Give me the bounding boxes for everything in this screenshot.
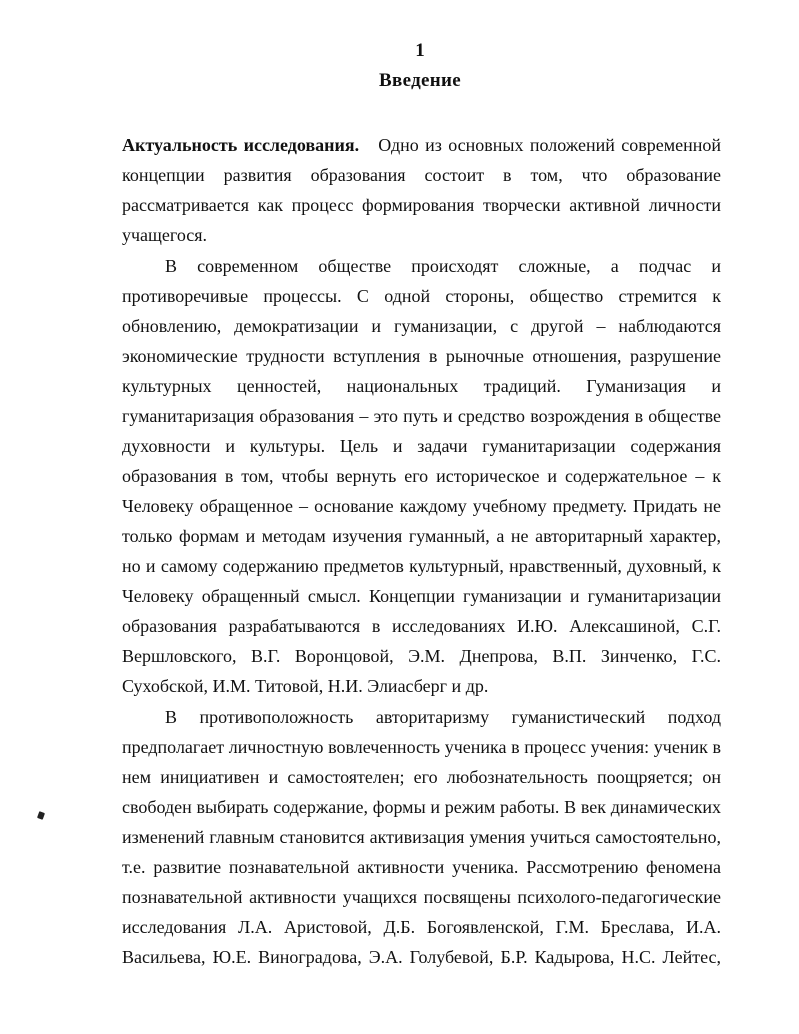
text-line: Человеку обращенное – основание каждому учебному предмету. Придать не [122,496,721,516]
text-line: обновлению, демократизации и гуманизации, с другой – наблюдаются [122,316,721,336]
text-line [122,130,721,160]
text-line: изменений главным становится активизация умения учиться самостоятельно, [122,827,721,847]
text-line: только формам и методам изучения гуманный, а не авторитарный характер, [122,526,721,546]
text-line: образования в том, чтобы вернуть его историческое и содержательное – к [122,466,721,486]
text-line: В современном обществе происходят сложные, а подчас и [165,256,721,276]
text-line: Васильева, Ю.Е. Виноградова, Э.А. Голубевой, Б.Р. Кадырова, Н.С. Лейтес, [122,947,721,967]
text-line: Вершловского, В.Г. Воронцовой, Э.М. Днепрова, В.П. Зинченко, Г.С. [122,646,721,666]
text-line: Сухобской, И.М. Титовой, Н.И. Элиасберг и др. [122,676,489,696]
text-line: гуманитаризация образования – это путь и средство возрождения в обществе [122,406,721,426]
text-line: концепции развития образования состоит в том, что образование [122,165,721,185]
text-line: нем инициативен и самостоятелен; его любознательность поощряется; он [122,767,721,787]
text-line: образования разрабатываются в исследованиях И.Ю. Алексашиной, С.Г. [122,616,721,636]
text-line: предполагает личностную вовлеченность ученика в процесс учения: ученик в [122,737,721,757]
text-fragment: Одно из основных положений современной [378,135,721,155]
margin-mark [37,811,45,820]
text-line: т.е. развитие познавательной активности ученика. Рассмотрению феномена [122,857,721,877]
text-line: противоречивые процессы. С одной стороны, общество стремится к [122,286,721,306]
text-line: свободен выбирать содержание, формы и режим работы. В век динамических [122,797,721,817]
text-line: исследования Л.А. Аристовой, Д.Б. Богоявленской, Г.М. Бреслава, И.А. [122,917,721,937]
lead-heading: Актуальность исследования. [122,135,360,155]
text-line: культурных ценностей, национальных традиций. Гуманизация и [122,376,721,396]
section-title: Введение [379,70,461,91]
text-line: Человеку обращенный смысл. Концепции гуманизации и гуманитаризации [122,586,721,606]
text-line: рассматривается как процесс формирования творчески активной личности [122,195,721,215]
page-number: 1 [415,40,425,61]
text-line: учащегося. [122,225,208,245]
text-line: экономические трудности вступления в рыночные отношения, разрушение [122,346,721,366]
text-line: духовности и культуры. Цель и задачи гуманитаризации содержания [122,436,721,456]
text-line: но и самому содержанию предметов культурный, нравственный, духовный, к [122,556,721,576]
text-line: В противоположность авторитаризму гуманистический подход [165,707,721,727]
text-line: познавательной активности учащихся посвящены психолого-педагогические [122,887,721,907]
